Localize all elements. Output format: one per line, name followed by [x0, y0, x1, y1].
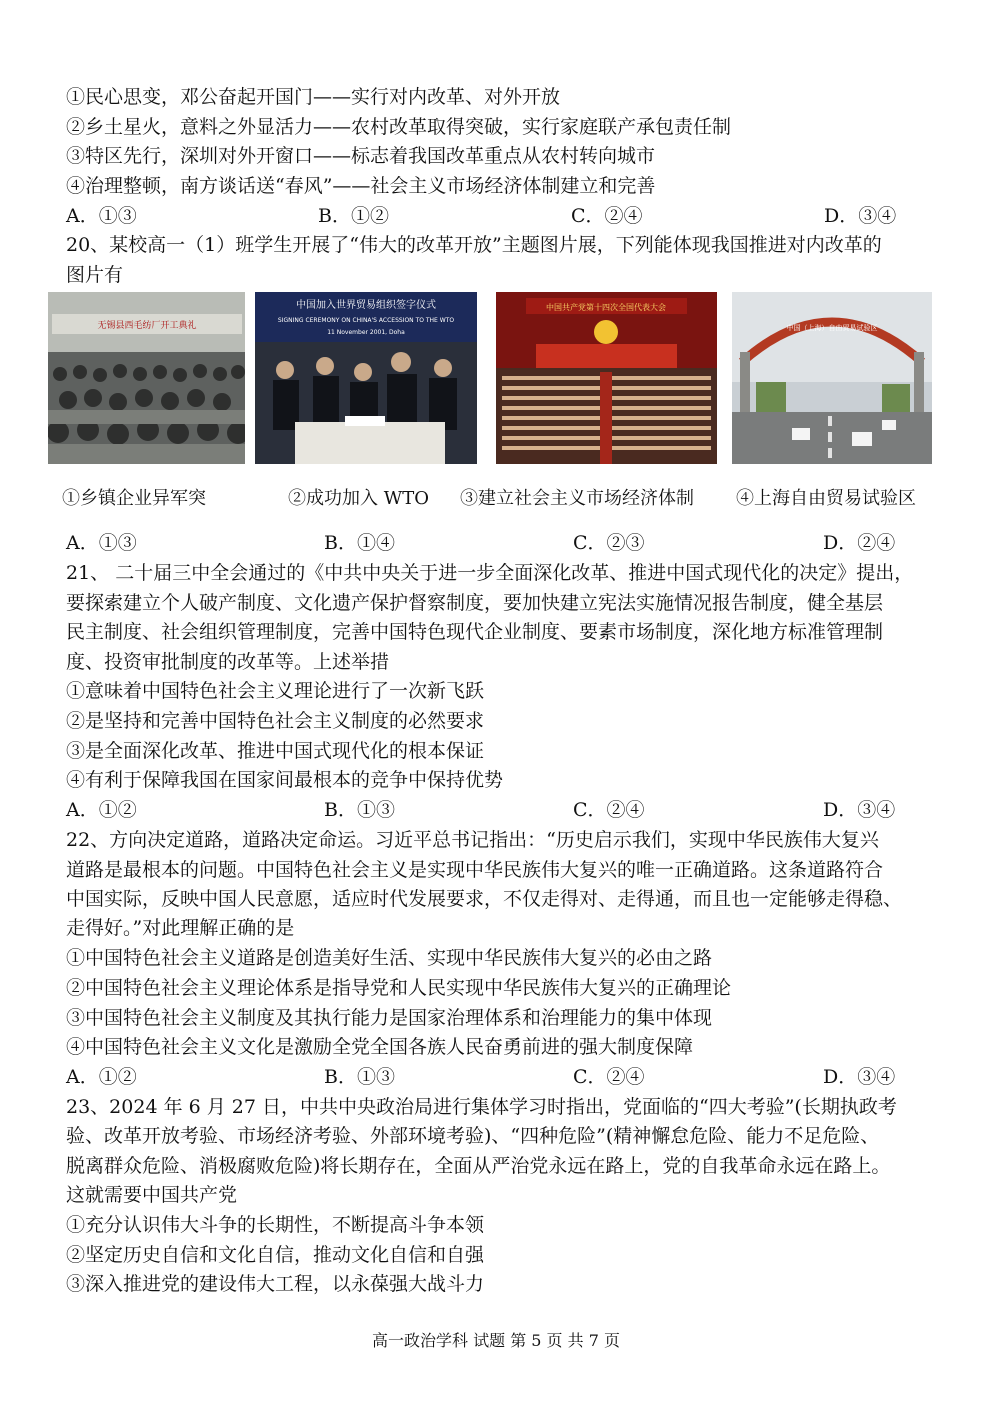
- q19-options: [66, 203, 926, 229]
- q22-item-3: ③中国特色社会主义制度及其执行能力是国家治理体系和治理能力的集中体现: [66, 1007, 713, 1029]
- q22-item-2: ②中国特色社会主义理论体系是指导党和人民实现中华民族伟大复兴的正确理论: [66, 977, 732, 999]
- q21-option-b[interactable]: B．①③: [324, 799, 395, 821]
- q21-stem-line-1: 21、 二十届三中全会通过的《中共中央关于进一步全面深化改革、推进中国式现代化的决定》提出，: [66, 562, 914, 584]
- q19-item-3: ③特区先行，深圳对外开窗口——标志着我国改革重点从农村转向城市: [66, 145, 656, 167]
- photo-1-caption: ①乡镇企业异军突: [62, 488, 206, 509]
- photo-2-banner-cn: 中国加入世界贸易组织签字仪式: [296, 300, 436, 311]
- photo-3-banner: 中国共产党第十四次全国代表大会: [546, 303, 666, 312]
- page-footer: 高一政治学科 试题 第 5 页 共 7 页: [372, 1331, 620, 1350]
- q21-item-3: ③是全面深化改革、推进中国式现代化的根本保证: [66, 740, 485, 762]
- q23-item-2: ②坚定历史自信和文化自信，推动文化自信和自强: [66, 1244, 485, 1266]
- q22-item-1: ①中国特色社会主义道路是创造美好生活、实现中华民族伟大复兴的必由之路: [66, 947, 713, 969]
- q23-stem-line-2: 验、改革开放考验、市场经济考验、外部环境考验)、“四种危险”(精神懈怠危险、能力不足危险、: [66, 1125, 880, 1147]
- q21-option-d[interactable]: D．③④: [823, 799, 896, 821]
- photo-2-banner-en: SIGNING CEREMONY ON CHINA'S ACCESSION TO THE WTO: [277, 317, 455, 324]
- q19-option-d[interactable]: D．③④: [824, 205, 897, 227]
- q20-option-a[interactable]: A．①③: [66, 532, 137, 554]
- q22-stem-line-4: 走得好。”对此理解正确的是: [66, 917, 295, 939]
- q22-option-b[interactable]: B．①③: [324, 1066, 395, 1088]
- q20-stem-line-2: 图片有: [66, 264, 124, 286]
- photo-wto-signing: [255, 292, 477, 464]
- q20-option-b[interactable]: B．①④: [324, 532, 395, 554]
- q21-stem-line-3: 民主制度、社会组织管理制度，完善中国特色现代企业制度、要素市场制度，深化地方标准管理制: [66, 621, 884, 643]
- q22-options: [66, 1064, 926, 1090]
- photo-3-caption: ③建立社会主义市场经济体制: [460, 488, 694, 509]
- photo-shanghai-ftz: [732, 292, 932, 464]
- photo-party-congress: [496, 292, 717, 464]
- q20-options: [66, 530, 926, 556]
- photo-1-banner: 无锡县西毛纺厂开工典礼: [97, 321, 197, 331]
- q19-item-4: ④治理整顿，南方谈话送“春风”——社会主义市场经济体制建立和完善: [66, 175, 656, 197]
- photo-2-caption: ②成功加入 WTO: [288, 488, 429, 509]
- photo-township-enterprise: [48, 292, 245, 464]
- q21-option-c[interactable]: C．②④: [573, 799, 645, 821]
- q19-item-1: ①民心思变，邓公奋起开国门——实行对内改革、对外开放: [66, 86, 561, 108]
- q22-stem-line-3: 中国实际，反映中国人民意愿，适应时代发展要求，不仅走得对、走得通，而且也一定能够走得稳、: [66, 888, 903, 910]
- q21-item-2: ②是坚持和完善中国特色社会主义制度的必然要求: [66, 710, 485, 732]
- q23-item-1: ①充分认识伟大斗争的长期性，不断提高斗争本领: [66, 1214, 485, 1236]
- q23-stem-line-3: 脱离群众危险、消极腐败危险)将长期存在，全面从严治党永远在路上，党的自我革命永远在路上。: [66, 1155, 891, 1177]
- q19-option-a[interactable]: A．①③: [66, 205, 137, 227]
- q23-item-3: ③深入推进党的建设伟大工程，以永葆强大战斗力: [66, 1273, 485, 1295]
- q21-stem-line-4: 度、投资审批制度的改革等。上述举措: [66, 651, 390, 673]
- q21-stem-line-2: 要探索建立个人破产制度、文化遗产保护督察制度，要加快建立宪法实施情况报告制度，健全基层: [66, 592, 884, 614]
- q22-item-4: ④中国特色社会主义文化是激励全党全国各族人民奋勇前进的强大制度保障: [66, 1036, 694, 1058]
- photo-4-caption: ④上海自由贸易试验区: [736, 488, 916, 509]
- q20-stem-line-1: 20、某校高一（1）班学生开展了“伟大的改革开放”主题图片展，下列能体现我国推进对内改革的: [66, 234, 882, 256]
- q20-option-c[interactable]: C．②③: [573, 532, 645, 554]
- q21-option-a[interactable]: A．①②: [66, 799, 137, 821]
- q19-option-c[interactable]: C．②④: [571, 205, 643, 227]
- q19-item-2: ②乡土星火，意料之外显活力——农村改革取得突破，实行家庭联产承包责任制: [66, 116, 732, 138]
- q22-option-c[interactable]: C．②④: [573, 1066, 645, 1088]
- q22-stem-line-2: 道路是最根本的问题。中国特色社会主义是实现中华民族伟大复兴的唯一正确道路。这条道路符合: [66, 859, 884, 881]
- q22-option-a[interactable]: A．①②: [66, 1066, 137, 1088]
- q21-options: [66, 797, 926, 823]
- q20-option-d[interactable]: D．②④: [823, 532, 896, 554]
- q21-item-4: ④有利于保障我国在国家间最根本的竞争中保持优势: [66, 769, 504, 791]
- q23-stem-line-1: 23、2024 年 6 月 27 日，中共中央政治局进行集体学习时指出，党面临的“四大考验”(长期执政考: [66, 1096, 897, 1118]
- photo-4-banner: 中国（上海）自由贸易试验区: [786, 324, 878, 332]
- q19-option-b[interactable]: B．①②: [318, 205, 389, 227]
- photo-2-banner-date: 11 November 2001, Doha: [327, 329, 405, 336]
- q23-stem-line-4: 这就需要中国共产党: [66, 1184, 238, 1206]
- q21-item-1: ①意味着中国特色社会主义理论进行了一次新飞跃: [66, 680, 485, 702]
- q22-option-d[interactable]: D．③④: [823, 1066, 896, 1088]
- q22-stem-line-1: 22、方向决定道路，道路决定命运。习近平总书记指出：“历史启示我们，实现中华民族伟大复兴: [66, 829, 879, 851]
